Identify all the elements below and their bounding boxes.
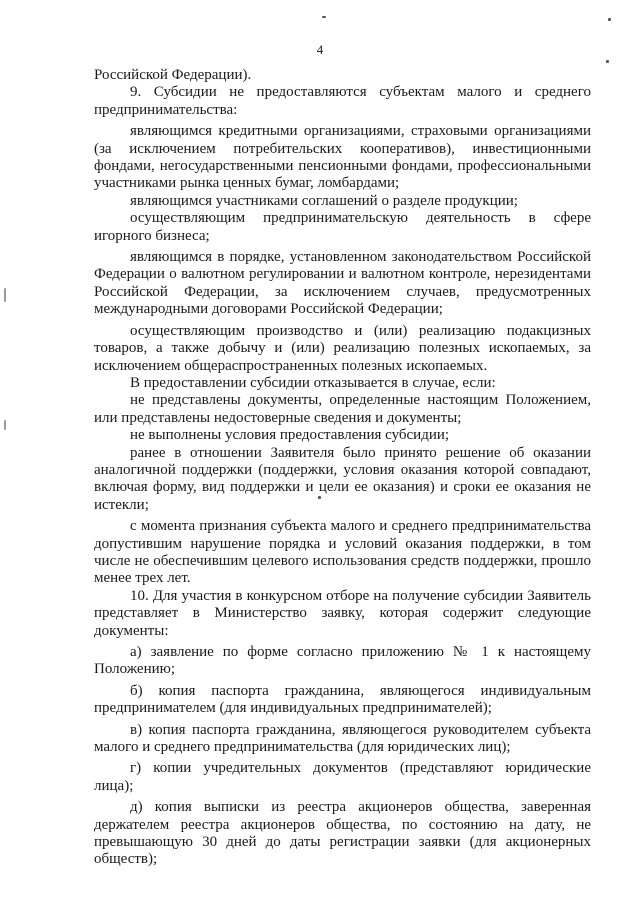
paragraph: не выполнены условия предоставления субсидии; (130, 427, 450, 444)
scan-mark (322, 16, 326, 18)
paragraph: осуществляющим предпринимательскую деятельность в сфере игорного бизнеса; (94, 210, 591, 244)
scan-mark (4, 288, 6, 302)
scan-mark (4, 420, 6, 430)
document-body (94, 67, 591, 869)
list-item-b: б) копия паспорта гражданина, являющегося индивидуальным предпринимателем (для индивидуальных предпринимателей); (94, 682, 591, 717)
page-number: 4 (316, 42, 324, 57)
section-9-heading: 9. Субсидии не предоставляются субъектам малого и среднего предпринимательства: (94, 84, 591, 118)
paragraph: ранее в отношении Заявителя было принято решение об оказании аналогичной поддержки (поддержки, условия оказания которой совпадают, включая форму, вид поддержки и цели ее оказания) и сроки ее оказания не истекли; (94, 444, 591, 513)
section-10-heading: 10. Для участия в конкурсном отборе на получение субсидии Заявитель представляет в Министерство заявку, которая содержит следующие документы: (94, 587, 591, 639)
paragraph: являющимся кредитными организациями, страховыми организациями (за исключением потребительских кооперативов), инвестиционными фондами, негосударственными пенсионными фондами, профессиональными участниками рынка ценных бумаг, ломбардами; (94, 123, 591, 192)
list-item-v: в) копия паспорта гражданина, являющегося руководителем субъекта малого и среднего предпринимательства (для юридических лиц); (94, 721, 591, 756)
paragraph: с момента признания субъекта малого и среднего предпринимательства допустившим нарушение порядка и условий оказания поддержки, в том числе не обеспечившим целевого использования средств поддержки, прошло менее трех лет. (94, 518, 591, 587)
paragraph: Российской Федерации). (94, 67, 252, 83)
scan-mark (606, 60, 609, 63)
paragraph: не представлены документы, определенные настоящим Положением, или представлены недостоверные сведения и документы; (94, 392, 591, 426)
scan-mark (608, 18, 611, 21)
list-item-g: г) копии учредительных документов (представляют юридические лица); (94, 760, 591, 794)
paragraph: осуществляющим производство и (или) реализацию подакцизных товаров, а также добычу и (или) реализацию полезных ископаемых, за исключением общераспространенных полезных ископаемых. (94, 322, 591, 374)
list-item-d: д) копия выписки из реестра акционеров общества, заверенная держателем реестра акционеров общества, по состоянию на дату, не превышающую 30 дней до даты регистрации заявки (для акционерных обществ); (94, 799, 591, 868)
paragraph: являющимся в порядке, установленном законодательством Российской Федерации о валютном регулировании и валютном контроле, нерезидентами Российской Федерации, за исключением случаев, предусмотренных международными договорами Российской Федерации; (94, 249, 591, 318)
list-item-a: а) заявление по форме согласно приложению № 1 к настоящему Положению; (94, 644, 591, 678)
paragraph: В предоставлении субсидии отказывается в случае, если: (130, 374, 496, 391)
paragraph: являющимся участниками соглашений о разделе продукции; (130, 192, 518, 209)
